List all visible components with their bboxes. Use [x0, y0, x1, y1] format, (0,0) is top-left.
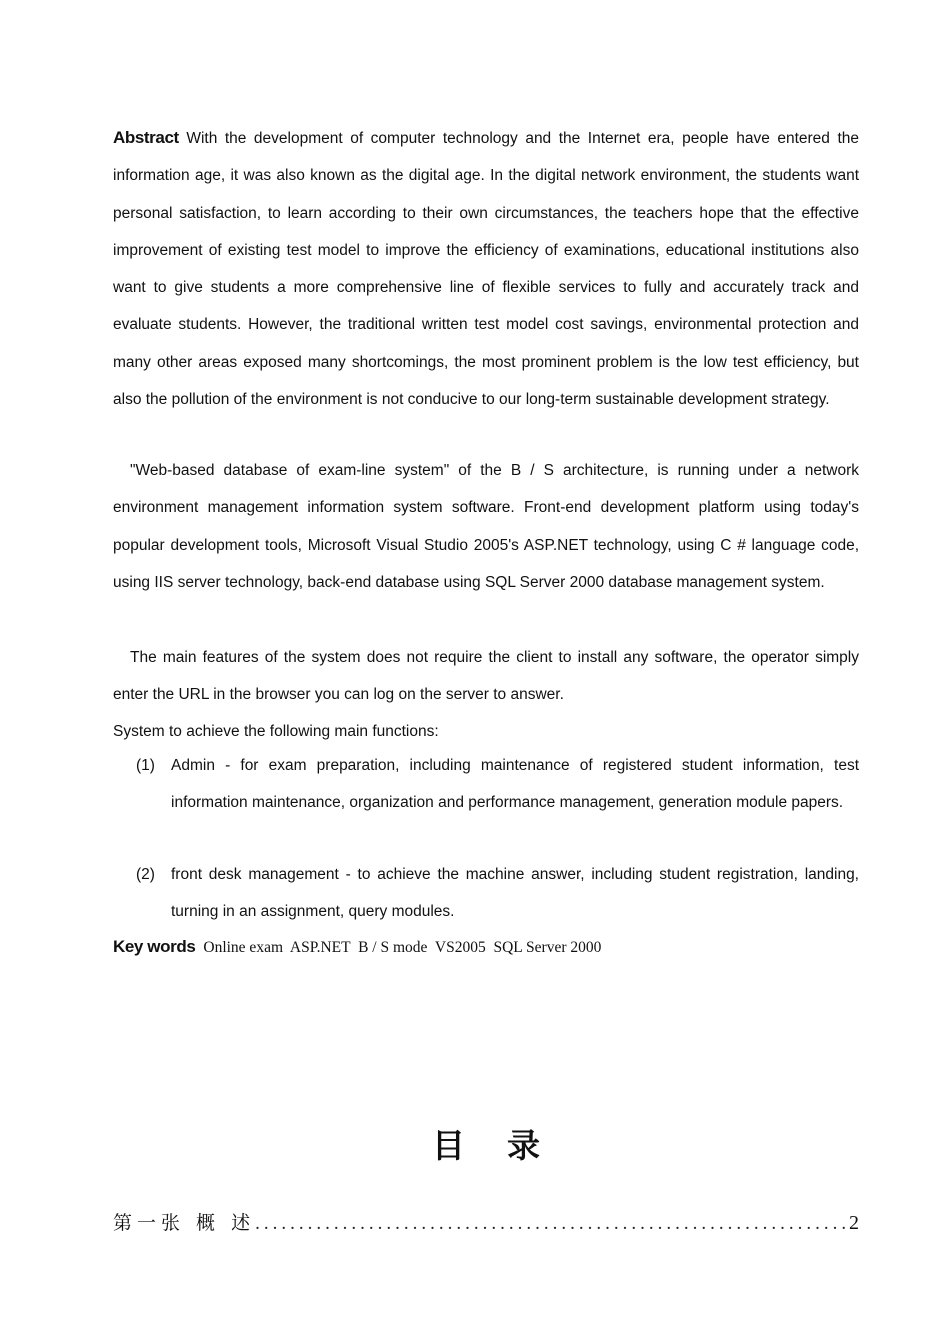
architecture-paragraph: "Web-based database of exam-line system" of the B / S architecture, is running under a network environment management information system software. Front-end development platform using today's popular development tools, Microsoft Visual Studio 2005's ASP.NET technology, using C # language code, using IIS server technology, back-end database using SQL Server 2000 database management system. [113, 462, 859, 591]
function-number: (2) [136, 866, 155, 883]
function-text: front desk management - to achieve the machine answer, including student registration, landing, turning in an assignment, query modules. [171, 866, 859, 921]
function-number: (1) [136, 757, 155, 774]
function-text: Admin - for exam preparation, including maintenance of registered student information, test information maintenance, organization and performance management, generation module papers. [171, 757, 859, 812]
abstract-label: Abstract [113, 128, 179, 147]
keywords-label: Key words [113, 937, 196, 956]
abstract-paragraph [113, 119, 859, 418]
toc-title: 目录 [432, 1126, 582, 1165]
abstract-text: With the development of computer technology and the Internet era, people have entered the information age, it was also known as the digital age. In the digital network environment, the students want personal satisfaction, to learn according to their own circumstances, the teachers hope that the effective improvement of existing test model to improve the efficiency of examinations, educational institutions also want to give students a more comprehensive line of flexible services to fully and accurately track and evaluate students. However, the traditional written test model cost savings, environmental protection and many other areas exposed many shortcomings, the most prominent problem is the low test efficiency, but also the pollution of the environment is not conducive to our long-term sustainable development strategy. [113, 130, 860, 409]
keywords-line [113, 933, 601, 962]
toc-entry-page: 2 [849, 1212, 859, 1234]
document-page [113, 0, 859, 1344]
function-item [113, 747, 859, 822]
functions-intro: System to achieve the following main functions: [113, 723, 439, 740]
toc-entry[interactable] [113, 1206, 859, 1240]
function-item [113, 856, 859, 931]
toc-entry-chapter: 第一张 概 述 [113, 1212, 256, 1234]
keywords-values: Online exam ASP.NET B / S mode VS2005 SQL Server 2000 [203, 939, 602, 956]
features-paragraph: The main features of the system does not require the client to install any software, the operator simply enter the URL in the browser you can log on the server to answer. [113, 649, 859, 704]
toc-dot-leader [255, 1207, 849, 1241]
